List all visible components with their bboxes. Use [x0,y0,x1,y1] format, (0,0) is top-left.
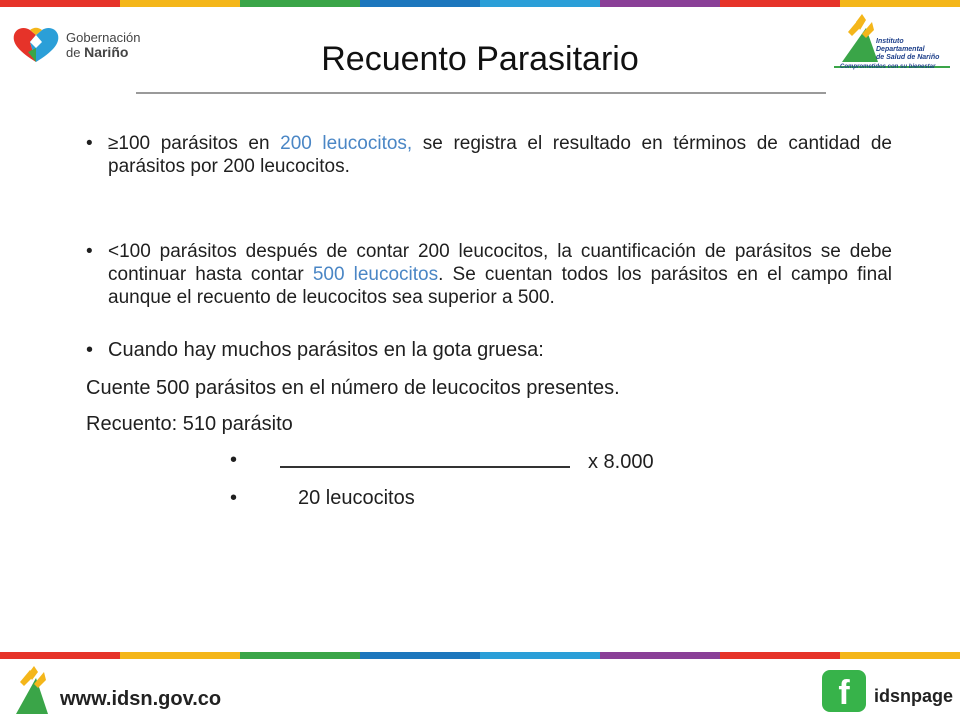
p2-highlight: 500 leucocitos [312,264,439,285]
p1-text-b: se registra el resultado en términos de cantidad de parásitos por 200 leucocitos. [108,133,892,177]
idsn-tagline: Comprometidos con su bienestar [840,64,936,70]
bullet-icon: • [230,487,238,509]
p2-text-a: <100 parásitos después de contar 200 leucocitos, la cuantificación de parásitos se debe continuar hasta contar [108,241,892,285]
formula-multiplier: x 8.000 [588,451,654,473]
p1-highlight: 200 leucocitos, [280,133,413,154]
instruction-line: Cuente 500 parásitos en el número de leucocitos presentes. [86,377,620,399]
fraction-line [280,448,570,468]
top-color-stripe [0,0,960,7]
bullet-icon: • [230,449,238,471]
p1-text-a: ≥100 parásitos en [108,133,281,154]
p2-text-b: . Se cuentan todos los parásitos en el campo final aunque el recuento de leucocitos sea superior a 500. [108,264,892,308]
formula-denominator: 20 leucocitos [298,487,415,509]
idsn-logo [832,12,952,78]
formula-denominator-row [230,486,960,510]
website-link[interactable]: www.idsn.gov.co [60,688,222,710]
gobernacion-line2-prefix: de [66,45,85,60]
idsn-line2: Departamental [876,46,925,53]
facebook-icon[interactable]: f [822,670,866,712]
formula-numerator-row [230,448,960,474]
bullet-icon: • [86,241,93,262]
gobernacion-line1: Gobernación [66,30,141,45]
facebook-page-label[interactable]: idsnpage [874,686,954,706]
p3-text: Cuando hay muchos parásitos en la gota gruesa: [108,339,544,361]
bullet-paragraph-1 [86,132,892,178]
count-line: Recuento: 510 parásito [86,413,293,435]
idsn-line1: Instituto [876,38,904,45]
bullet-paragraph-2 [86,240,892,309]
slide-content [86,132,892,522]
bullet-icon: • [86,339,94,361]
title-underline [136,92,826,94]
bullet-icon: • [86,133,93,154]
gobernacion-line2-bold: Nariño [84,44,129,60]
bullet-paragraph-3 [86,339,892,362]
bottom-color-stripe [0,652,960,659]
page-title: Recuento Parasitario [321,40,639,78]
idsn-line3: de Salud de Nariño [876,54,940,61]
